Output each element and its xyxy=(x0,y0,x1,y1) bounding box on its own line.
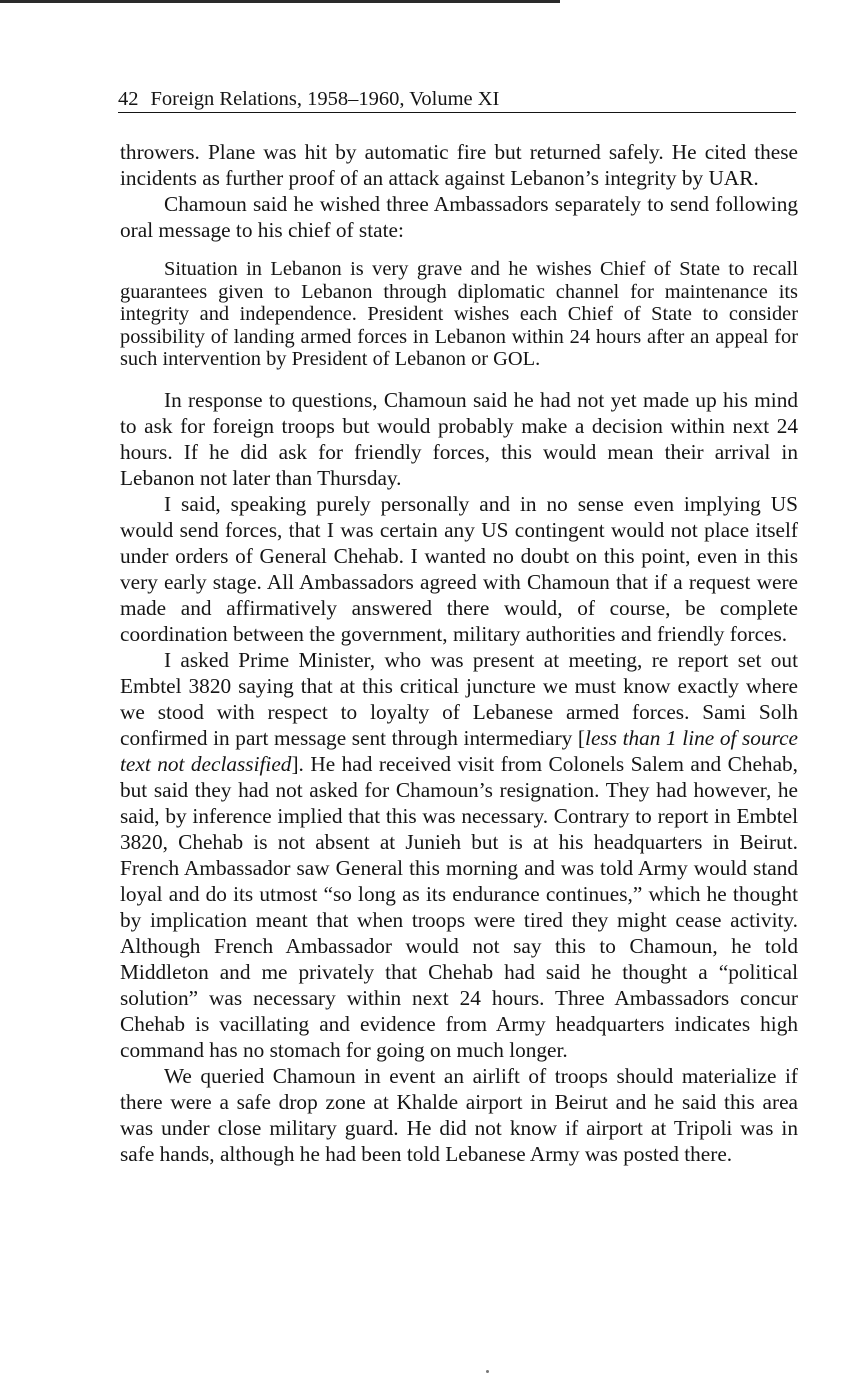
paragraph-text: I asked Prime Minister, who was present at meeting, re report set out Embtel 3820 saying that at this critical juncture we must know exactly where we stood with respect to loyalty of Lebanese armed forces. Sami Solh confirmed in part message sent through intermediary [ xyxy=(120,647,798,750)
paragraph-text: ]. He had received visit from Colonels Salem and Chehab, but said they had not asked for Chamoun’s resignation. They had however, he said, by inference implied that this was necessary. Contrary to report in Embtel 3820, Chehab is not absent at Junieh but is at his headquarters in Beirut. French Ambassador saw General this morning and was told Army would stand loyal and do its utmost “so long as its endurance continues,” which he thought by implication meant that when troops were tired they might cease activity. Although French Ambassador would not say this to Chamoun, he told Middleton and me privately that Chehab had said he thought a “political solution” was necessary within next 24 hours. Three Ambassadors concur Chehab is vacillating and evidence from Army headquarters indicates high command has no stomach for going on much longer. xyxy=(120,751,798,1062)
running-header xyxy=(118,86,796,113)
paragraph-continuation: throwers. Plane was hit by automatic fire but returned safely. He cited these incidents as further proof of an attack against Lebanon’s integrity by UAR. xyxy=(120,140,798,190)
paragraph-response-to-questions: In response to questions, Chamoun said he had not yet made up his mind to ask for foreign troops but would probably make a decision within next 24 hours. If he did ask for friendly forces, this would mean their arrival in Lebanon not later than Thursday. xyxy=(120,387,798,490)
paragraph-oral-message-intro: Chamoun said he wished three Ambassadors separately to send following oral message to his chief of state: xyxy=(120,192,798,242)
scan-speck xyxy=(486,1370,489,1373)
running-title: Foreign Relations, 1958–1960, Volume XI xyxy=(150,88,500,110)
page-body xyxy=(120,139,798,1167)
top-border-rule xyxy=(0,0,560,3)
paragraph-airlift-query: We queried Chamoun in event an airlift of troops should materialize if there were a safe drop zone at Khalde airport in Beirut and he said this area was under close military guard. He did not know if airport at Tripoli was in safe hands, although he had been told Lebanese Army was posted there. xyxy=(120,1063,798,1166)
page-number: 42 xyxy=(118,88,139,110)
paragraph-personal-statement: I said, speaking purely personally and in no sense even implying US would send forces, that I was certain any US contingent would not place itself under orders of General Chehab. I wanted no doubt on this point, even in this very early stage. All Ambassadors agreed with Chamoun that if a request were made and affirmatively answered there would, of course, be complete coordination between the government, military authorities and friendly forces. xyxy=(120,491,798,646)
paragraph-prime-minister xyxy=(120,647,798,1063)
declassification-note: less than 1 line of source text not declassified xyxy=(120,725,798,776)
block-quote-oral-message: Situation in Lebanon is very grave and he wishes Chief of State to recall guarantees given to Lebanon through diplomatic channel for maintenance its integrity and independence. President wishes each Chief of State to consider possibility of landing armed forces in Lebanon within 24 hours after an appeal for such intervention by President of Lebanon or GOL. xyxy=(120,258,798,370)
